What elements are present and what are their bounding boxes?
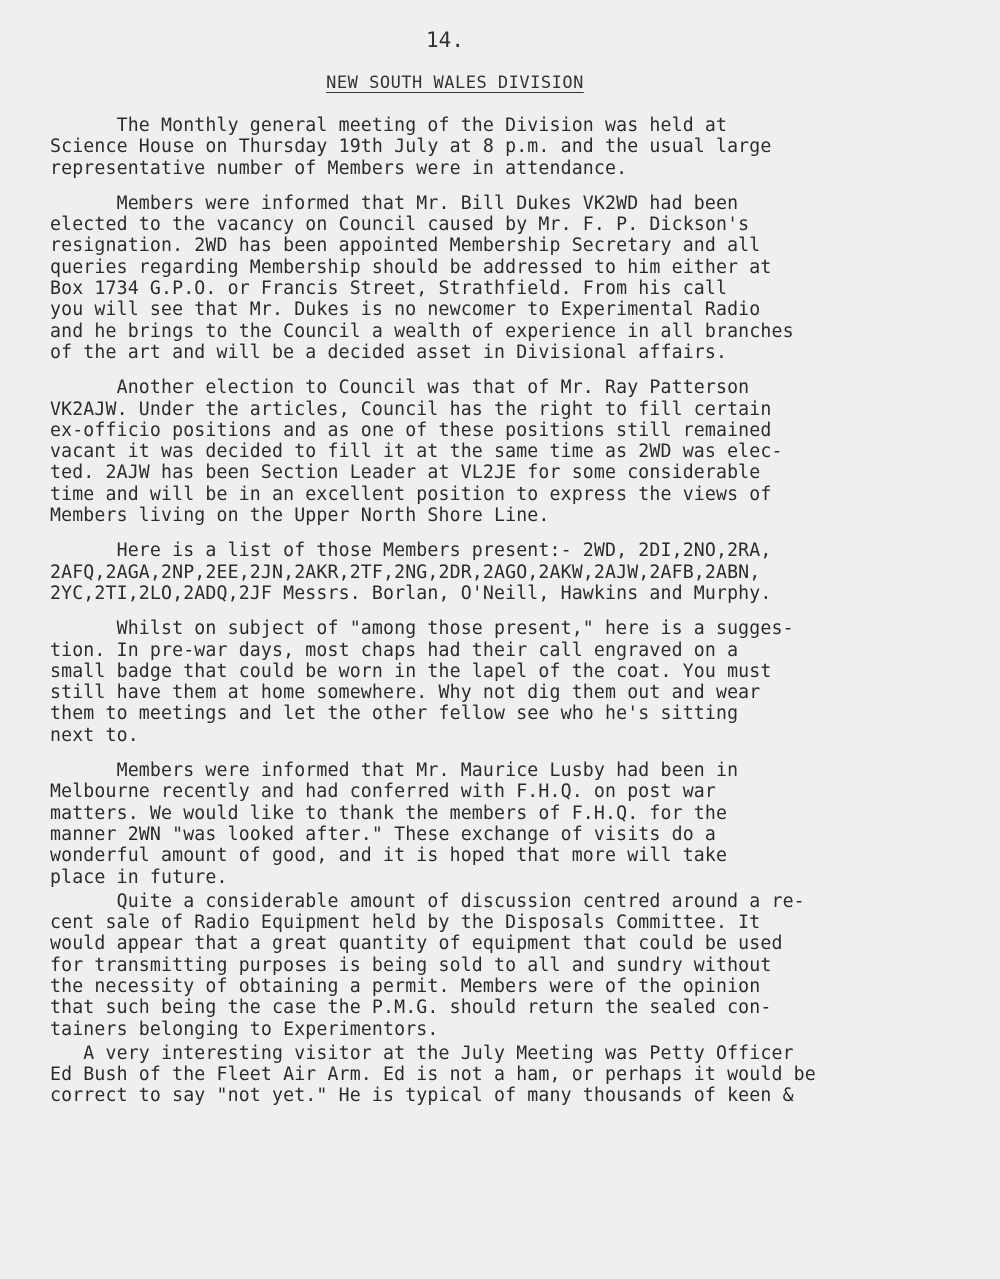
text-line: for transmitting purposes is being sold to all and sundry without [50,954,772,976]
text-line: ted. 2AJW has been Section Leader at VL2JE for some considerable [50,462,761,484]
paragraph [50,1043,920,1107]
text-line: time and will be in an excellent position to express the views of [50,483,772,505]
paragraph [50,115,920,179]
text-line: elected to the vacancy on Council caused by Mr. F. P. Dickson's [50,214,750,236]
paragraph [50,193,920,363]
text-line: Box 1734 G.P.O. or Francis Street, Strathfield. From his call [50,278,728,300]
text-line: 2YC,2TI,2LO,2ADQ,2JF Messrs. Borlan, O'Neill, Hawkins and Murphy. [50,582,772,604]
text-line: 2AFQ,2AGA,2NP,2EE,2JN,2AKR,2TF,2NG,2DR,2AGO,2AKW,2AJW,2AFB,2ABN, [50,561,761,583]
text-line: A very interesting visitor at the July Meeting was Petty Officer [50,1042,794,1064]
division-heading-text: NEW SOUTH WALES DIVISION [326,73,584,93]
text-line: next to. [50,724,139,746]
text-line: VK2AJW. Under the articles, Council has the right to fill certain [50,398,772,420]
text-line: would appear that a great quantity of equipment that could be used [50,933,783,955]
page-number: 14. [426,28,464,52]
text-line: ex-officio positions and as one of these positions still remained [50,419,772,441]
text-line: Here is a list of those Members present:- 2WD, 2DI,2NO,2RA, [50,540,772,562]
text-line: Melbourne recently and had conferred with F.H.Q. on post war [50,781,716,803]
text-line: you will see that Mr. Dukes is no newcomer to Experimental Radio [50,299,761,321]
paragraph [50,760,920,888]
text-line: that such being the case the P.M.G. should return the sealed con- [50,997,772,1019]
text-line: correct to say "not yet." He is typical of many thousands of keen & [50,1085,794,1107]
text-line: the necessity of obtaining a permit. Members were of the opinion [50,975,761,997]
text-line: The Monthly general meeting of the Division was held at [50,115,728,136]
text-line: manner 2WN "was looked after." These exchange of visits do a [50,823,716,845]
text-line: Quite a considerable amount of discussion centred around a re- [50,890,805,912]
text-line: Science House on Thursday 19th July at 8 p.m. and the usual large [50,136,772,158]
text-line: matters. We would like to thank the members of F.H.Q. for the [50,802,728,824]
text-line: Members were informed that Mr. Bill Dukes VK2WD had been [50,192,739,214]
division-heading [0,73,910,93]
text-line: Whilst on subject of "among those present," here is a sugges- [50,618,794,640]
text-line: vacant it was decided to fill it at the same time as 2WD was elec- [50,441,783,463]
text-line: wonderful amount of good, and it is hoped that more will take [50,845,728,867]
text-line: still have them at home somewhere. Why not dig them out and wear [50,682,761,704]
text-line: and he brings to the Council a wealth of experience in all branches [50,320,794,342]
document-body [50,115,920,1107]
text-line: Members were informed that Mr. Maurice Lusby had been in [50,760,739,782]
paragraph [50,377,920,526]
text-line: Another election to Council was that of Mr. Ray Patterson [50,377,750,399]
text-line: cent sale of Radio Equipment held by the Disposals Committee. It [50,912,761,934]
text-line: queries regarding Membership should be addressed to him either at [50,256,772,278]
text-line: representative number of Members were in attendance. [50,157,628,179]
text-line: Members living on the Upper North Shore Line. [50,505,550,527]
paragraph [50,891,920,1040]
text-line: tainers belonging to Experimentors. [50,1018,439,1040]
text-line: them to meetings and let the other fellow see who he's sitting [50,703,739,725]
paragraph [50,618,920,746]
text-line: Ed Bush of the Fleet Air Arm. Ed is not a ham, or perhaps it would be [50,1064,816,1086]
text-line: resignation. 2WD has been appointed Membership Secretary and all [50,235,761,257]
text-line: of the art and will be a decided asset in Divisional affairs. [50,341,728,363]
text-line: place in future. [50,866,228,888]
paragraph [50,540,920,604]
text-line: tion. In pre-war days, most chaps had their call engraved on a [50,639,739,661]
text-line: small badge that could be worn in the lapel of the coat. You must [50,660,772,682]
